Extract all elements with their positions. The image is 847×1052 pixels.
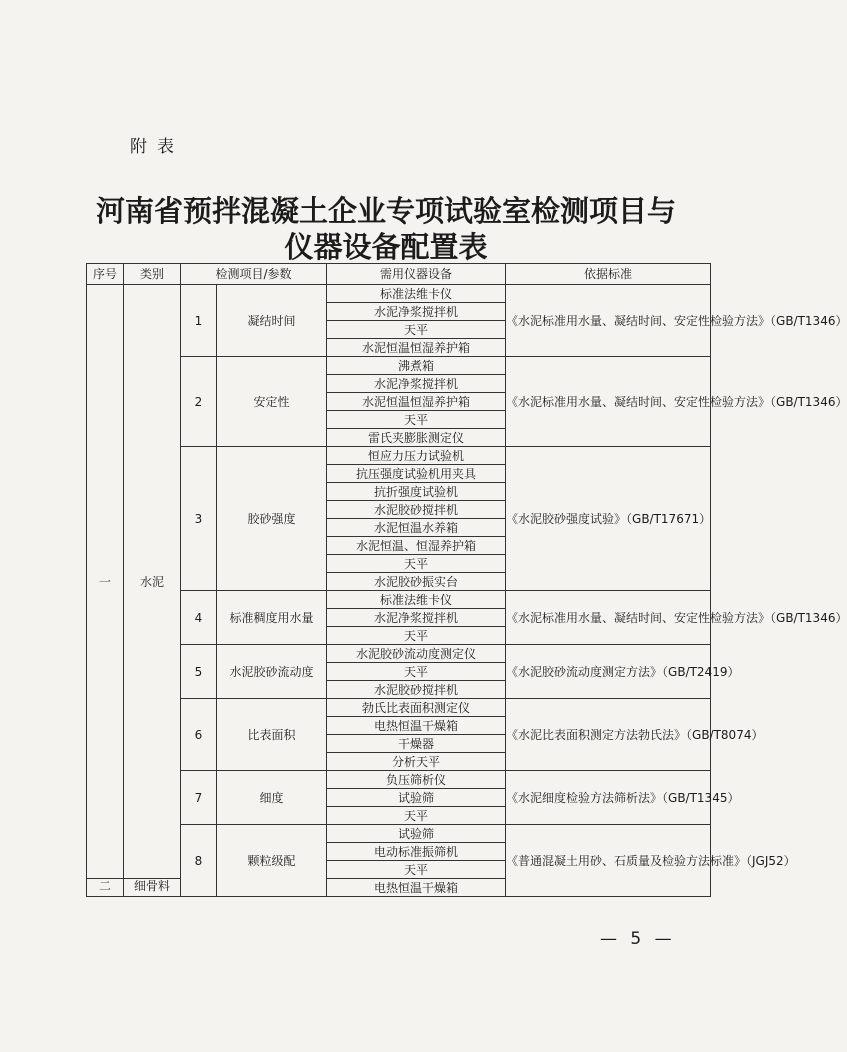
- equipment-cell: 水泥胶砂搅拌机: [327, 681, 506, 699]
- item-number: 4: [181, 591, 217, 645]
- equipment-cell: 雷氏夹膨胀测定仪: [327, 429, 506, 447]
- document-title-line1: 河南省预拌混凝土企业专项试验室检测项目与: [95, 194, 676, 228]
- table-row: [87, 645, 711, 663]
- header-standard: 依据标准: [506, 264, 711, 285]
- equipment-cell: 分析天平: [327, 753, 506, 771]
- table-row: [87, 699, 711, 717]
- equipment-cell: 水泥胶砂流动度测定仪: [327, 645, 506, 663]
- equipment-cell: 沸煮箱: [327, 357, 506, 375]
- equipment-cell: 抗折强度试验机: [327, 483, 506, 501]
- equipment-cell: 试验筛: [327, 825, 506, 843]
- item-number: 3: [181, 447, 217, 591]
- document-title-line2: 仪器设备配置表: [284, 230, 488, 264]
- equipment-cell: 水泥恒温水养箱: [327, 519, 506, 537]
- standard-cell: 《水泥细度检验方法筛析法》（GB/T1345）: [506, 771, 711, 825]
- equipment-cell: 标准法维卡仪: [327, 285, 506, 303]
- standard-cell: 《水泥标准用水量、凝结时间、安定性检验方法》（GB/T1346）: [506, 285, 711, 357]
- equipment-cell: 天平: [327, 411, 506, 429]
- attachment-label: 附表: [130, 137, 184, 157]
- category-name: 细骨料: [124, 879, 181, 897]
- equipment-cell: 水泥净浆搅拌机: [327, 609, 506, 627]
- item-number: 7: [181, 771, 217, 825]
- equipment-cell: 抗压强度试验机用夹具: [327, 465, 506, 483]
- item-number: 6: [181, 699, 217, 771]
- standard-cell: 《普通混凝土用砂、石质量及检验方法标准》（JGJ52）: [506, 825, 711, 897]
- header-item: 检测项目/参数: [181, 264, 327, 285]
- equipment-cell: 天平: [327, 555, 506, 573]
- standard-cell: 《水泥标准用水量、凝结时间、安定性检验方法》（GB/T1346）: [506, 591, 711, 645]
- equipment-cell: 水泥恒温、恒湿养护箱: [327, 537, 506, 555]
- table-header-row: [87, 264, 711, 285]
- table-row: [87, 591, 711, 609]
- standard-cell: 《水泥胶砂流动度测定方法》（GB/T2419）: [506, 645, 711, 699]
- table-row: [87, 357, 711, 375]
- equipment-cell: 电热恒温干燥箱: [327, 879, 506, 897]
- table-row: [87, 285, 711, 303]
- page-number: — 5 —: [600, 929, 676, 949]
- item-number: 8: [181, 825, 217, 897]
- category-seq: 一: [87, 285, 124, 879]
- item-name: 颗粒级配: [217, 825, 327, 897]
- equipment-cell: 恒应力压力试验机: [327, 447, 506, 465]
- item-number: 2: [181, 357, 217, 447]
- equipment-cell: 水泥净浆搅拌机: [327, 303, 506, 321]
- table-row: [87, 771, 711, 789]
- category-name: 水泥: [124, 285, 181, 879]
- equipment-cell: 标准法维卡仪: [327, 591, 506, 609]
- equipment-cell: 水泥恒温恒湿养护箱: [327, 339, 506, 357]
- item-name: 细度: [217, 771, 327, 825]
- header-equipment: 需用仪器设备: [327, 264, 506, 285]
- equipment-cell: 水泥净浆搅拌机: [327, 375, 506, 393]
- header-seq: 序号: [87, 264, 124, 285]
- equipment-cell: 勃氏比表面积测定仪: [327, 699, 506, 717]
- equipment-cell: 天平: [327, 627, 506, 645]
- equipment-cell: 干燥器: [327, 735, 506, 753]
- item-number: 1: [181, 285, 217, 357]
- equipment-table: [86, 263, 847, 897]
- item-name: 安定性: [217, 357, 327, 447]
- equipment-cell: 水泥恒温恒湿养护箱: [327, 393, 506, 411]
- equipment-cell: 电热恒温干燥箱: [327, 717, 506, 735]
- equipment-cell: 水泥胶砂振实台: [327, 573, 506, 591]
- equipment-cell: 试验筛: [327, 789, 506, 807]
- category-seq: 二: [87, 879, 124, 897]
- item-name: 水泥胶砂流动度: [217, 645, 327, 699]
- standard-cell: 《水泥比表面积测定方法勃氏法》（GB/T8074）: [506, 699, 711, 771]
- equipment-cell: 水泥胶砂搅拌机: [327, 501, 506, 519]
- table-row: [87, 825, 711, 843]
- equipment-cell: 天平: [327, 321, 506, 339]
- equipment-cell: 天平: [327, 663, 506, 681]
- item-name: 标准稠度用水量: [217, 591, 327, 645]
- equipment-cell: 负压筛析仪: [327, 771, 506, 789]
- equipment-cell: 天平: [327, 807, 506, 825]
- standard-cell: 《水泥标准用水量、凝结时间、安定性检验方法》（GB/T1346）: [506, 357, 711, 447]
- standard-cell: 《水泥胶砂强度试验》（GB/T17671）: [506, 447, 711, 591]
- equipment-cell: 天平: [327, 861, 506, 879]
- equipment-cell: 电动标准振筛机: [327, 843, 506, 861]
- header-category: 类别: [124, 264, 181, 285]
- item-number: 5: [181, 645, 217, 699]
- item-name: 比表面积: [217, 699, 327, 771]
- table-row: [87, 447, 711, 465]
- item-name: 胶砂强度: [217, 447, 327, 591]
- item-name: 凝结时间: [217, 285, 327, 357]
